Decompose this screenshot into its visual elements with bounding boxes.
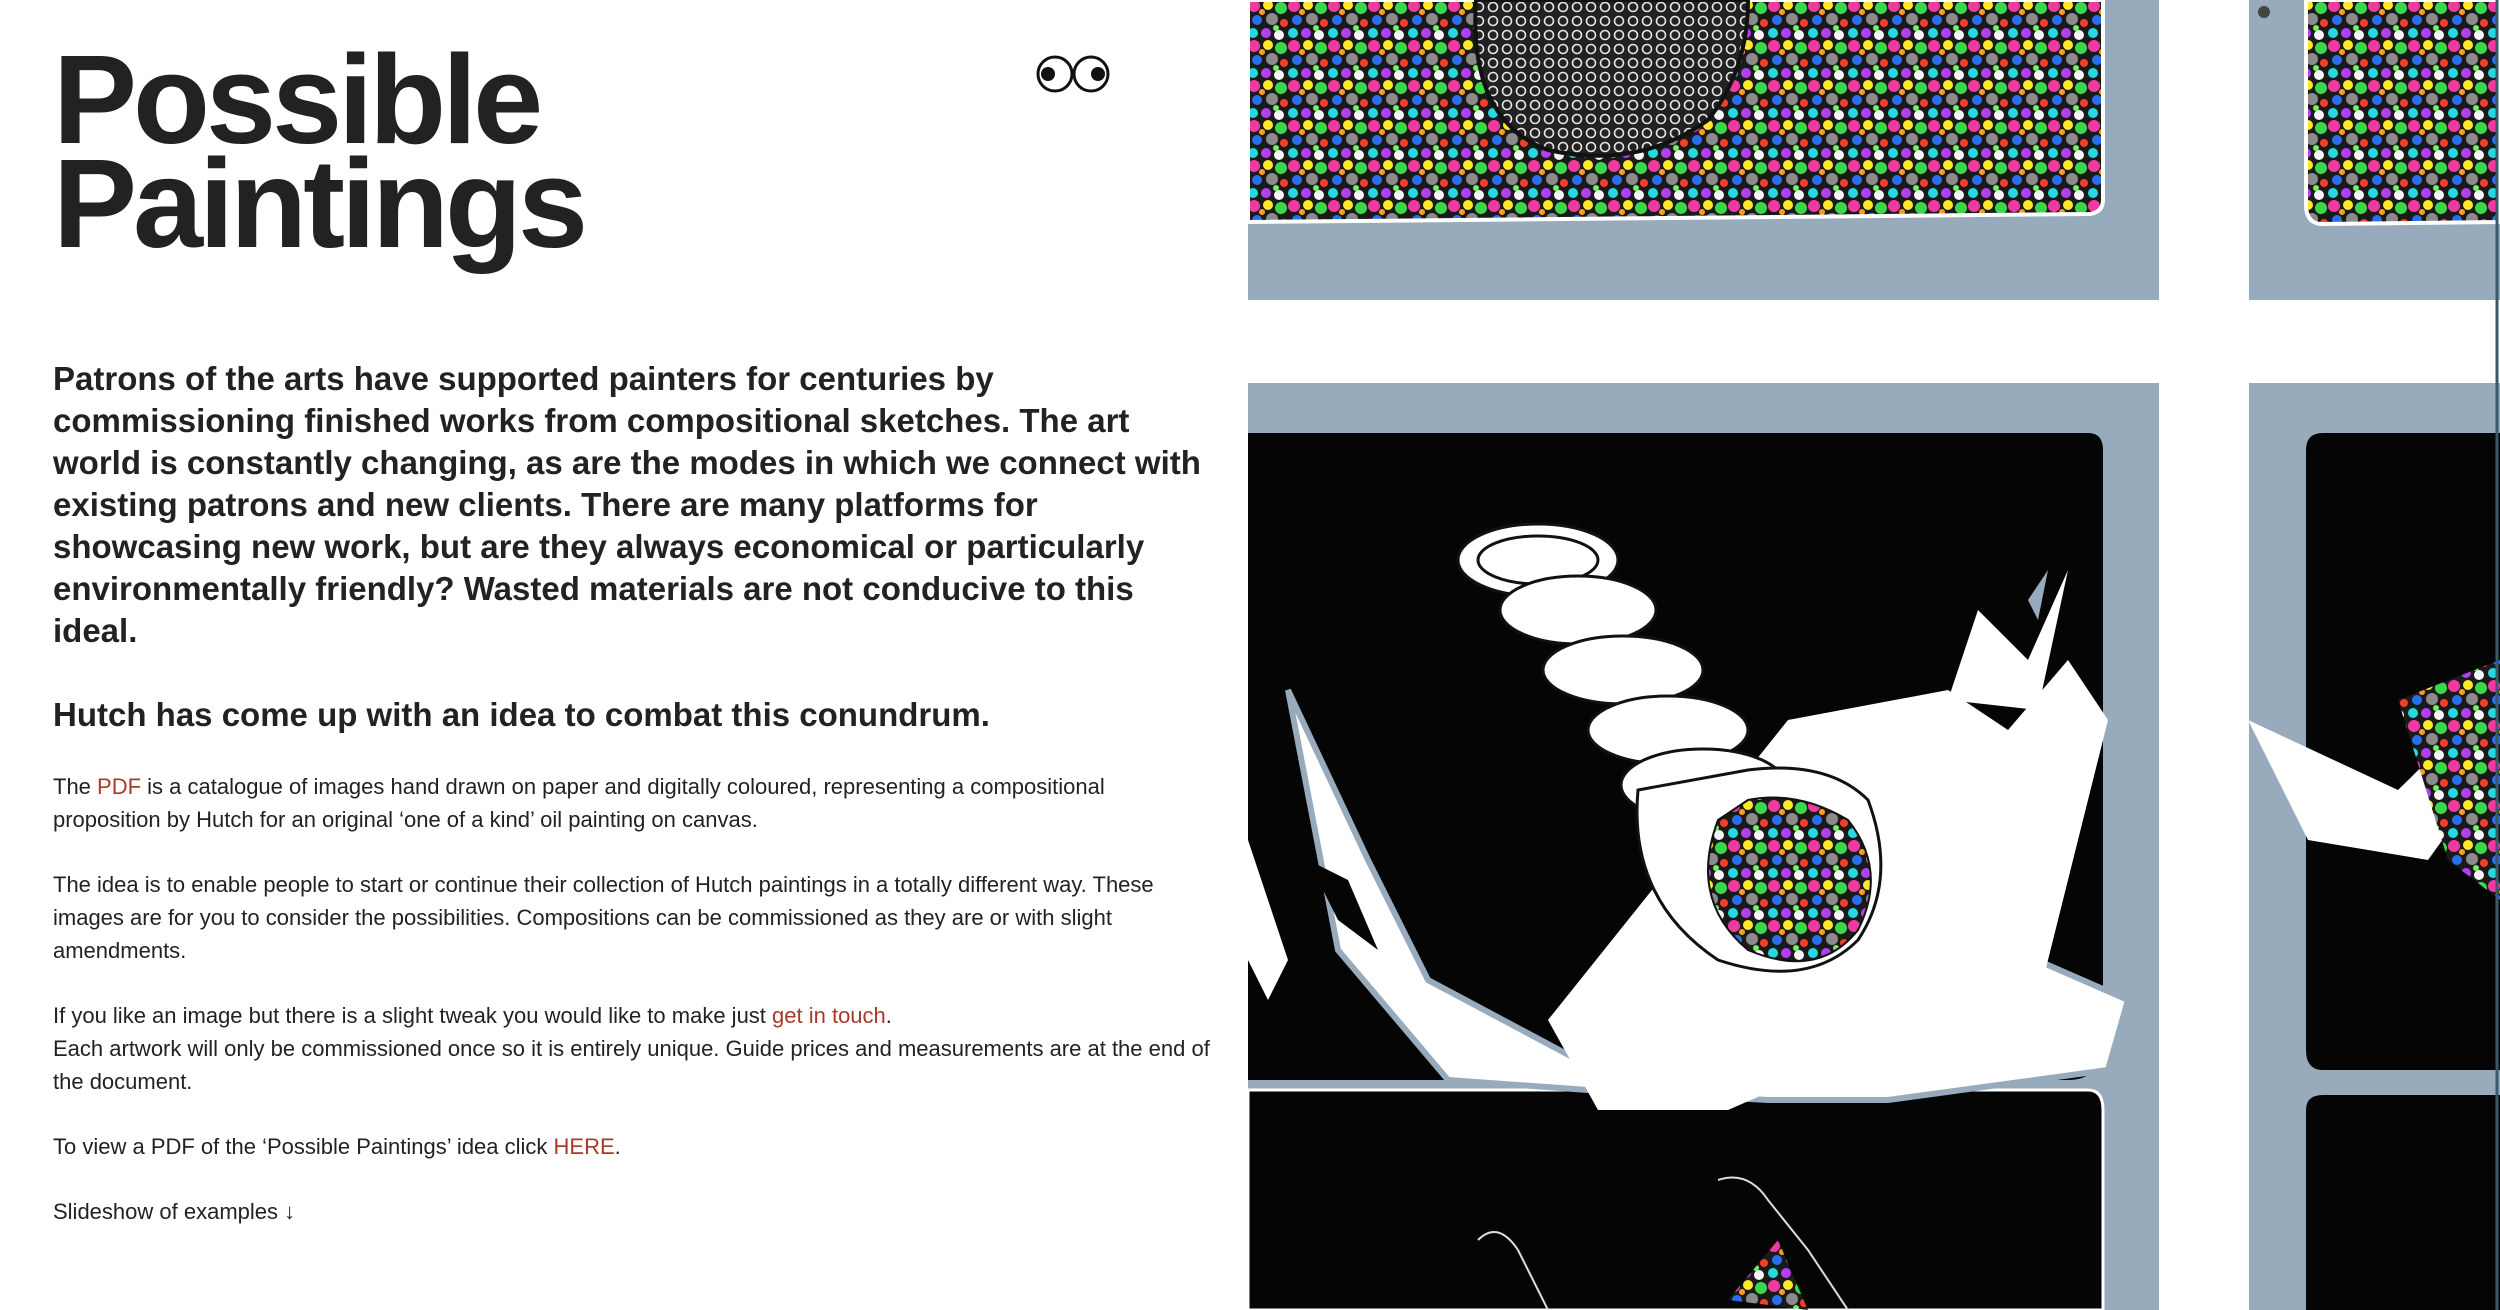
catalogue-text-start: The (53, 774, 98, 799)
eyes-icon[interactable] (1036, 54, 1112, 94)
view-pdf-text-end: . (614, 1134, 621, 1159)
painting-right-lower (2306, 1095, 2500, 1310)
pdf-link[interactable]: PDF (97, 774, 142, 799)
catalogue-paragraph (53, 770, 1213, 836)
view-pdf-text-start: To view a PDF of the ‘Possible Paintings’ idea click (53, 1134, 554, 1159)
contact-paragraph (53, 999, 1213, 1098)
painting-main-lower (1248, 1090, 2103, 1310)
unique-text: Each artwork will only be commissioned once so it is entirely unique. Guide prices and measurements are at the end of the document. (53, 1036, 1210, 1094)
slideshow-label: Slideshow of examples (53, 1199, 279, 1224)
arrow-down-icon: ↓ (284, 1199, 296, 1224)
contact-text-start: If you like an image but there is a slight tweak you would like to make just (53, 1003, 773, 1028)
contact-text-end: . (885, 1003, 892, 1028)
page-title-line-1: Possible (53, 29, 540, 170)
intro-paragraph: Patrons of the arts have supported painters for centuries by commissioning finished works from compositional sketches. The art world is constantly changing, as are the modes in which we connect with existing patrons and new clients. There are many platforms for showcasing new work, but are they always economical or particularly environmentally friendly? Wasted materials are not conducive to this ideal. (53, 360, 1201, 649)
get-in-touch-link[interactable]: get in touch (772, 1003, 886, 1028)
painting-dots-top-right (2306, 0, 2500, 224)
page-title (53, 29, 585, 274)
slideshow-link[interactable] (53, 1195, 1213, 1228)
artwork-slideshow[interactable] (1248, 0, 2500, 1310)
here-link[interactable]: HERE (553, 1134, 615, 1159)
page-title-line-2: Paintings (53, 133, 585, 274)
idea-paragraph: The idea is to enable people to start or continue their collection of Hutch paintings in a totally different way. These images are for you to consider the possibilities. Compositions can be commissioned as they are or with slight amendments. (53, 872, 1154, 963)
view-pdf-paragraph (53, 1130, 1213, 1163)
idea-heading: Hutch has come up with an idea to combat this conundrum. (53, 696, 990, 733)
catalogue-text-end: is a catalogue of images hand drawn on paper and digitally coloured, representing a compositional proposition by Hutch for an original ‘one of a kind’ oil painting on canvas. (53, 774, 1105, 832)
